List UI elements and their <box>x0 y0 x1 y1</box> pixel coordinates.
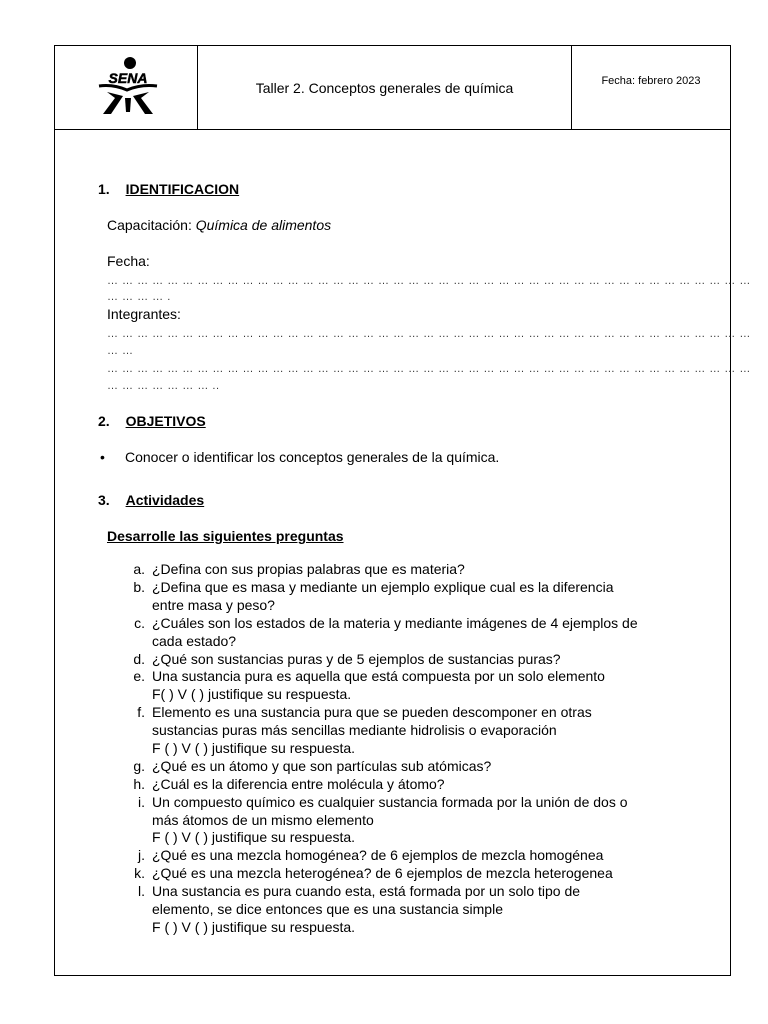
question-text-line: cada estado? <box>152 632 237 649</box>
question-text-line: ¿Cuál es la diferencia entre molécula y átomo? <box>152 775 445 792</box>
integrantes-dots-line-1: … … … … … … … … … … … … … … … … … … … … … … … … … … … … … … … … … … … … … … … … … … … <box>107 328 751 340</box>
objetivo-bullet-icon: • <box>100 449 105 465</box>
question-text-line: elemento, se dice entonces que es una sustancia simple <box>152 901 503 918</box>
question-text-line: Un compuesto químico es cualquier sustancia formada por la unión de dos o <box>152 793 628 810</box>
section-2-number: 2. <box>98 413 110 429</box>
section-3-number: 3. <box>98 492 110 508</box>
question-text-line: más átomos de un mismo elemento <box>152 811 374 828</box>
question-text-line: F ( ) V ( ) justifique su respuesta. <box>152 829 356 846</box>
section-1-number: 1. <box>98 181 110 197</box>
question-text-line: Elemento es una sustancia pura que se pueden descomponer en otras <box>152 704 592 721</box>
question-text-line: ¿Qué es una mezcla heterogénea? de 6 ejemplos de mezcla heterogenea <box>152 865 613 882</box>
question-letter: c. <box>134 614 145 631</box>
capacitacion-line <box>107 217 331 234</box>
document-title: Taller 2. Conceptos generales de química <box>198 46 572 129</box>
question-text-line: ¿Defina que es masa y mediante un ejemplo explique cual es la diferencia <box>152 578 614 595</box>
capacitacion-label: Capacitación: <box>107 217 192 233</box>
question-text-line: Una sustancia es pura cuando esta, está formada por un solo tipo de <box>152 883 581 900</box>
fecha-dots-line-2: … … … … . <box>107 291 171 303</box>
document-page <box>54 45 751 976</box>
question-letter: g. <box>133 757 145 774</box>
question-letter: l. <box>138 883 145 900</box>
question-text-line: sustancias puras más sencillas mediante hidrolisis o evaporación <box>152 722 557 739</box>
question-letter: a. <box>133 561 145 577</box>
integrantes-label: Integrantes: <box>107 306 181 322</box>
integrantes-dots-line-3: … … … … … … … … … … … … … … … … … … … … … … … … … … … … … … … … … … … … … … … … … … … <box>107 363 751 375</box>
question-text-line: ¿Qué son sustancias puras y de 5 ejemplos de sustancias puras? <box>152 650 561 667</box>
section-1-title: IDENTIFICACION <box>125 181 240 197</box>
question-text-line: F ( ) V ( ) justifique su respuesta. <box>152 739 356 756</box>
header-table <box>55 46 730 130</box>
question-letter: b. <box>133 578 145 595</box>
svg-text:SENA: SENA <box>108 70 148 86</box>
question-text-line: F ( ) V ( ) justifique su respuesta. <box>152 918 356 935</box>
section-3-subtitle <box>107 528 344 545</box>
section-2-title: OBJETIVOS <box>125 413 206 429</box>
question-text-line: Una sustancia pura es aquella que está compuesta por un solo elemento <box>152 668 605 685</box>
question-text-line: entre masa y peso? <box>152 596 275 613</box>
question-letter: j. <box>138 847 145 864</box>
objetivo-text: Conocer o identificar los conceptos generales de la química. <box>125 449 500 465</box>
integrantes-dots-line-2: … … <box>107 345 134 357</box>
question-text-line: ¿Cuáles son los estados de la materia y mediante imágenes de 4 ejemplos de <box>152 614 638 631</box>
fecha-dots-line-1: … … … … … … … … … … … … … … … … … … … … … … … … … … … … … … … … … … … … … … … … … … … <box>107 275 751 287</box>
question-letter: h. <box>133 775 145 792</box>
section-3-title: Actividades <box>125 492 205 508</box>
section-2-heading <box>98 413 206 430</box>
document-date: Fecha: febrero 2023 <box>601 75 701 87</box>
question-letter: i. <box>138 793 145 810</box>
question-text-line: ¿Qué es un átomo y que son partículas sub atómicas? <box>152 757 492 774</box>
question-text-line: F( ) V ( ) justifique su respuesta. <box>152 686 352 703</box>
question-letter: k. <box>134 865 145 882</box>
section-3-subtitle-text: Desarrolle las siguientes preguntas <box>107 528 344 544</box>
question-text-line: ¿Defina con sus propias palabras que es materia? <box>152 561 465 577</box>
capacitacion-value: Química de alimentos <box>195 217 332 233</box>
question-letter: e. <box>133 668 145 685</box>
sena-logo-icon <box>93 56 163 118</box>
section-1-heading <box>98 181 239 198</box>
section-3-heading <box>98 492 204 509</box>
question-text-line: ¿Qué es una mezcla homogénea? de 6 ejemplos de mezcla homogénea <box>152 847 604 864</box>
question-letter: d. <box>133 650 145 667</box>
fecha-label: Fecha: <box>107 253 150 269</box>
question-letter: f. <box>137 704 145 721</box>
integrantes-dots-line-4: … … … … … … … .. <box>107 380 220 392</box>
logo-cell <box>55 46 198 129</box>
